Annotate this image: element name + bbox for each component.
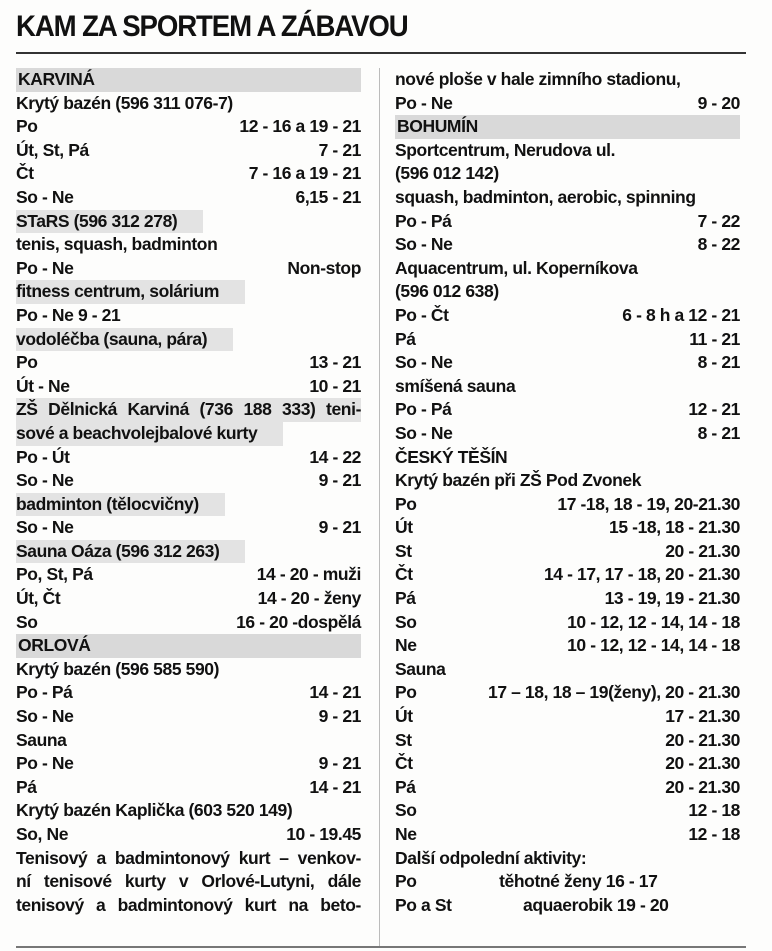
- listing-row: [16, 328, 233, 352]
- row-hours: 12 - 16 a 19 - 21: [239, 116, 361, 137]
- row-label: So - Ne: [395, 352, 453, 373]
- row-label: badminton (tělocvičny): [16, 493, 199, 514]
- row-label: sové a beachvolejbalové kurty: [16, 422, 258, 443]
- row-label: fitness centrum, solárium: [16, 281, 219, 302]
- row-hours: 16 - 20 -dospělá: [236, 611, 361, 632]
- listing-row: [16, 493, 225, 517]
- listing-row: [395, 469, 740, 493]
- row-hours: 10 - 12, 12 - 14, 14 - 18: [567, 635, 740, 656]
- listing-row: [16, 894, 361, 918]
- row-hours: 13 - 21: [309, 352, 361, 373]
- listing-row: [16, 847, 361, 871]
- listing-row: [395, 847, 740, 871]
- listing-row: [395, 587, 740, 611]
- row-label: nové ploše v hale zimního stadionu,: [395, 69, 681, 89]
- row-label: Po: [395, 682, 417, 703]
- listing-row: [16, 186, 361, 210]
- row-label: Pá: [395, 588, 416, 609]
- listing-row: [395, 446, 740, 470]
- row-label: BOHUMÍN: [397, 116, 478, 137]
- listing-row: [395, 611, 740, 635]
- right-column: [395, 68, 740, 917]
- listing-row: [16, 752, 361, 776]
- row-hours: 14 - 20 - ženy: [257, 588, 361, 609]
- listing-row: [395, 162, 740, 186]
- listing-row: [395, 375, 740, 399]
- row-hours: těhotné ženy 16 - 17: [499, 871, 658, 892]
- listing-row: [16, 115, 361, 139]
- row-hours: 10 - 21: [309, 375, 361, 396]
- row-label: Po - Ne: [16, 753, 74, 774]
- row-label: Sauna Oáza (596 312 263): [16, 540, 220, 561]
- listing-row: [395, 210, 740, 234]
- listing-row: [395, 233, 740, 257]
- row-label: Sauna: [16, 729, 67, 750]
- row-label: smíšená sauna: [395, 375, 516, 396]
- row-hours: 6,15 - 21: [295, 186, 361, 207]
- listing-row: [16, 422, 283, 446]
- row-label: So: [395, 611, 417, 632]
- listing-row: [395, 186, 740, 210]
- listing-row: [395, 351, 740, 375]
- row-label: Út: [395, 706, 413, 727]
- row-label: St: [395, 729, 412, 750]
- row-label: Pá: [16, 776, 37, 797]
- row-label: So, Ne: [16, 824, 69, 844]
- row-label: (596 012 142): [395, 163, 499, 184]
- listing-row: [395, 280, 740, 304]
- row-label: Po - Čt: [395, 304, 449, 325]
- listing-row: [395, 823, 740, 847]
- listing-row: [16, 351, 361, 375]
- row-hours: 12 - 18: [688, 824, 740, 844]
- row-label: ČESKÝ TĚŠÍN: [395, 446, 508, 467]
- listing-row: [395, 776, 740, 800]
- row-label: squash, badminton, aerobic, spinning: [395, 186, 696, 207]
- row-label: Po - Ne: [16, 257, 74, 278]
- row-label: Pá: [395, 328, 416, 349]
- row-hours: 9 - 20: [697, 92, 740, 113]
- row-label: Krytý bazén při ZŠ Pod Zvonek: [395, 470, 642, 491]
- row-hours: aquaerobik 19 - 20: [523, 894, 669, 915]
- row-label: So - Ne: [16, 706, 74, 727]
- row-label: Út - Ne: [16, 375, 70, 396]
- listing-row: [16, 658, 361, 682]
- listing-row: [395, 139, 740, 163]
- listing-row: [16, 375, 361, 399]
- listing-row: [16, 398, 361, 422]
- row-label: Čt: [395, 564, 413, 585]
- listing-row: [16, 304, 361, 328]
- bottom-rule: [16, 946, 746, 948]
- listing-row: [395, 257, 740, 281]
- listing-row: [395, 516, 740, 540]
- row-label: (596 012 638): [395, 281, 499, 302]
- row-hours: 17 - 21.30: [665, 706, 740, 727]
- listing-row: [16, 233, 361, 257]
- listing-row: [395, 705, 740, 729]
- row-label: Krytý bazén Kaplička (603 520 149): [16, 800, 293, 821]
- listing-row: [16, 446, 361, 470]
- row-hours: 14 - 17, 17 - 18, 20 - 21.30: [543, 564, 740, 585]
- row-label: Po: [395, 493, 417, 514]
- listing-row: [16, 870, 361, 894]
- listing-row: [395, 68, 740, 92]
- listing-row: [395, 540, 740, 564]
- section-heading: [16, 634, 361, 658]
- row-hours: Non-stop: [287, 257, 361, 278]
- listing-row: [16, 823, 361, 847]
- row-label: KARVINÁ: [18, 69, 95, 89]
- row-label: So - Ne: [16, 186, 74, 207]
- listing-row: [395, 328, 740, 352]
- row-hours: 8 - 22: [697, 234, 740, 255]
- section-heading: [395, 115, 740, 139]
- listing-row: [16, 729, 361, 753]
- listing-row: [16, 280, 245, 304]
- listing-row: [395, 729, 740, 753]
- listing-row: [395, 681, 740, 705]
- listing-row: [395, 658, 740, 682]
- listing-row: [16, 210, 203, 234]
- row-label: So: [16, 611, 38, 632]
- row-label: Po, St, Pá: [16, 564, 93, 585]
- listing-row: [395, 304, 740, 328]
- row-hours: 13 - 19, 19 - 21.30: [604, 588, 740, 609]
- row-label: Sportcentrum, Nerudova ul.: [395, 139, 616, 160]
- listing-row: [395, 752, 740, 776]
- row-hours: 11 - 21: [689, 328, 740, 349]
- row-label: Po - Út: [16, 446, 70, 467]
- row-hours: 14 - 21: [309, 776, 361, 797]
- row-hours: 20 - 21.30: [665, 729, 740, 750]
- row-hours: 7 - 21: [318, 139, 361, 160]
- listing-row: [16, 587, 361, 611]
- listing-row: [16, 776, 361, 800]
- listing-row: [395, 493, 740, 517]
- row-hours: 17 -18, 18 - 19, 20-21.30: [557, 493, 740, 514]
- section-heading: [16, 68, 361, 92]
- listing-row: [395, 870, 740, 894]
- listing-row: [16, 516, 361, 540]
- row-label: Čt: [16, 163, 34, 184]
- row-label: So - Ne: [16, 517, 74, 538]
- row-label: Po: [395, 871, 417, 892]
- row-label: Pá: [395, 776, 416, 797]
- row-hours: 10 - 19.45: [286, 824, 361, 844]
- title-rule: [16, 52, 746, 54]
- row-label: So - Ne: [395, 234, 453, 255]
- row-hours: 9 - 21: [318, 470, 361, 491]
- listing-row: [16, 139, 361, 163]
- listing-row: [395, 398, 740, 422]
- row-label: So - Ne: [16, 470, 74, 491]
- row-hours: 9 - 21: [318, 753, 361, 774]
- row-hours: 12 - 18: [688, 800, 740, 821]
- column-divider: [379, 68, 380, 946]
- row-label: Čt: [395, 753, 413, 774]
- listing-row: [395, 563, 740, 587]
- row-label: St: [395, 540, 412, 561]
- row-hours: 20 - 21.30: [665, 776, 740, 797]
- row-label: Tenisový a badmintonový kurt – venkov-: [16, 847, 361, 868]
- row-hours: 7 - 22: [697, 210, 740, 231]
- row-hours: 15 -18, 18 - 21.30: [609, 517, 740, 538]
- row-label: Po - Ne: [395, 92, 453, 113]
- row-label: ORLOVÁ: [18, 635, 91, 656]
- row-hours: 9 - 21: [318, 706, 361, 727]
- row-label: tenisový a badmintonový kurt na beto-: [16, 894, 361, 915]
- listing-row: [395, 422, 740, 446]
- row-hours: 6 - 8 h a 12 - 21: [622, 304, 740, 325]
- row-label: Aquacentrum, ul. Koperníkova: [395, 257, 638, 278]
- row-hours: 10 - 12, 12 - 14, 14 - 18: [567, 611, 740, 632]
- row-label: Út, St, Pá: [16, 139, 89, 160]
- row-hours: 12 - 21: [688, 399, 740, 420]
- row-label: Út: [395, 517, 413, 538]
- row-label: STaRS (596 312 278): [16, 210, 178, 231]
- row-label: Po - Pá: [16, 682, 73, 703]
- listing-row: [16, 257, 361, 281]
- row-label: Po - Pá: [395, 399, 452, 420]
- row-hours: 20 - 21.30: [665, 540, 740, 561]
- row-label: So - Ne: [395, 422, 453, 443]
- listing-row: [395, 894, 740, 918]
- row-label: Po: [16, 352, 38, 373]
- listing-row: [16, 162, 361, 186]
- row-label: vodoléčba (sauna, pára): [16, 328, 208, 349]
- page-title: KAM ZA SPORTEM A ZÁBAVOU: [16, 10, 408, 43]
- listing-row: [16, 611, 361, 635]
- row-label: So: [395, 800, 417, 821]
- row-hours: 9 - 21: [318, 517, 361, 538]
- row-label: Sauna: [395, 658, 446, 679]
- row-hours: 14 - 22: [309, 446, 361, 467]
- listing-row: [16, 92, 361, 116]
- listing-row: [395, 92, 740, 116]
- listing-row: [16, 705, 361, 729]
- row-label: ZŠ Dělnická Karviná (736 188 333) teni-: [16, 399, 361, 420]
- row-hours: 8 - 21: [697, 352, 740, 373]
- listing-row: [16, 681, 361, 705]
- row-label: Po - Ne 9 - 21: [16, 304, 121, 325]
- listing-row: [395, 799, 740, 823]
- row-label: Po - Pá: [395, 210, 452, 231]
- row-label: Ne: [395, 635, 417, 656]
- row-label: Krytý bazén (596 311 076-7): [16, 92, 233, 113]
- row-hours: 20 - 21.30: [665, 753, 740, 774]
- row-hours: 8 - 21: [697, 422, 740, 443]
- row-label: Ne: [395, 824, 417, 844]
- row-hours: 14 - 21: [309, 682, 361, 703]
- listing-row: [16, 563, 361, 587]
- row-label: Po a St: [395, 894, 452, 915]
- row-hours: 14 - 20 - muži: [256, 564, 361, 585]
- row-hours: 17 – 18, 18 – 19(ženy), 20 - 21.30: [488, 682, 740, 703]
- listing-row: [395, 634, 740, 658]
- listing-row: [16, 540, 245, 564]
- row-label: Krytý bazén (596 585 590): [16, 658, 220, 679]
- row-label: Další odpolední aktivity:: [395, 847, 587, 868]
- row-label: tenis, squash, badminton: [16, 234, 218, 255]
- row-label: ní tenisové kurty v Orlové-Lutyni, dále: [16, 871, 361, 892]
- left-column: [16, 68, 361, 917]
- listing-row: [16, 799, 361, 823]
- row-hours: 7 - 16 a 19 - 21: [248, 163, 361, 184]
- listing-row: [16, 469, 361, 493]
- row-label: Út, Čt: [16, 588, 61, 609]
- row-label: Po: [16, 116, 38, 137]
